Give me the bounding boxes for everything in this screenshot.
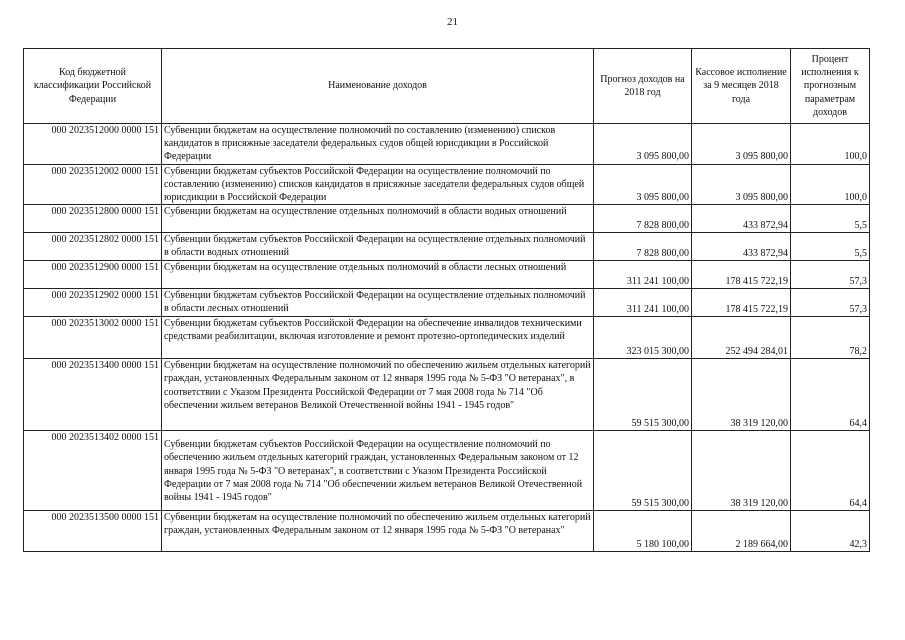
table-row xyxy=(24,359,870,431)
row-cash: 2 189 664,00 xyxy=(692,511,791,552)
table-row xyxy=(24,431,870,511)
row-name: Субвенции бюджетам субъектов Российской Федерации на осуществление отдельных полномочий в области лесных отношений xyxy=(162,289,594,317)
table-row xyxy=(24,124,870,165)
table-row xyxy=(24,317,870,359)
row-code: 000 2023512802 0000 151 xyxy=(24,233,162,261)
row-code: 000 2023512000 0000 151 xyxy=(24,124,162,165)
row-percent: 64,4 xyxy=(791,431,870,511)
row-forecast: 7 828 800,00 xyxy=(594,205,692,233)
row-cash: 178 415 722,19 xyxy=(692,261,791,289)
row-cash: 433 872,94 xyxy=(692,205,791,233)
header-percent: Процент исполнения к прогнозным параметрам доходов xyxy=(791,49,870,124)
table-header-row xyxy=(24,49,870,124)
row-percent: 100,0 xyxy=(791,164,870,205)
row-cash: 3 095 800,00 xyxy=(692,164,791,205)
row-cash: 38 319 120,00 xyxy=(692,431,791,511)
row-cash: 178 415 722,19 xyxy=(692,289,791,317)
row-code: 000 2023512002 0000 151 xyxy=(24,164,162,205)
row-forecast: 3 095 800,00 xyxy=(594,164,692,205)
row-name: Субвенции бюджетам на осуществление полномочий по обеспечению жильем отдельных категорий граждан, установленных Федеральным законом от 12 января 1995 года № 5-ФЗ "О ветеранах", в соответствии с Указом Президента Российской Федерации от 7 мая 2008 года № 714 "Об обеспечении жильем ветеранов Великой Отечественной войны 1941 - 1945 годов" xyxy=(162,359,594,431)
row-cash: 252 494 284,01 xyxy=(692,317,791,359)
row-percent: 5,5 xyxy=(791,205,870,233)
row-percent: 57,3 xyxy=(791,289,870,317)
row-percent: 100,0 xyxy=(791,124,870,165)
row-code: 000 2023513402 0000 151 xyxy=(24,431,162,511)
header-forecast: Прогноз доходов на 2018 год xyxy=(594,49,692,124)
row-forecast: 7 828 800,00 xyxy=(594,233,692,261)
row-name: Субвенции бюджетам субъектов Российской Федерации на осуществление полномочий по обеспечению жильем отдельных категорий граждан, установленных Федеральным законом от 12 января 1995 года № 5-ФЗ "О ветеранах", в соответствии с Указом Президента Российской Федерации от 7 мая 2008 года № 714 "Об обеспечении жильем ветеранов Великой Отечественной войны 1941 - 1945 годов" xyxy=(162,431,594,511)
row-forecast: 59 515 300,00 xyxy=(594,431,692,511)
row-cash: 433 872,94 xyxy=(692,233,791,261)
row-percent: 64,4 xyxy=(791,359,870,431)
table-row xyxy=(24,511,870,552)
row-forecast: 323 015 300,00 xyxy=(594,317,692,359)
row-percent: 78,2 xyxy=(791,317,870,359)
row-name: Субвенции бюджетам субъектов Российской Федерации на осуществление полномочий по составлению (изменению) списков кандидатов в присяжные заседатели федеральных судов общей юрисдикции в Российской Федерации xyxy=(162,164,594,205)
row-forecast: 3 095 800,00 xyxy=(594,124,692,165)
row-name: Субвенции бюджетам на осуществление полномочий по обеспечению жильем отдельных категорий граждан, установленных Федеральным законом от 12 января 1995 года № 5-ФЗ "О ветеранах" xyxy=(162,511,594,552)
row-cash: 3 095 800,00 xyxy=(692,124,791,165)
row-name: Субвенции бюджетам на осуществление отдельных полномочий в области лесных отношений xyxy=(162,261,594,289)
table-row xyxy=(24,289,870,317)
table-row xyxy=(24,164,870,205)
row-code: 000 2023513002 0000 151 xyxy=(24,317,162,359)
row-forecast: 59 515 300,00 xyxy=(594,359,692,431)
table-row xyxy=(24,261,870,289)
revenue-table xyxy=(23,48,870,552)
row-name: Субвенции бюджетам на осуществление отдельных полномочий в области водных отношений xyxy=(162,205,594,233)
header-cash: Кассовое исполнение за 9 месяцев 2018 года xyxy=(692,49,791,124)
row-code: 000 2023513500 0000 151 xyxy=(24,511,162,552)
row-name: Субвенции бюджетам субъектов Российской Федерации на осуществление отдельных полномочий в области водных отношений xyxy=(162,233,594,261)
row-name: Субвенции бюджетам субъектов Российской Федерации на обеспечение инвалидов техническими средствами реабилитации, включая изготовление и ремонт протезно-ортопедических изделий xyxy=(162,317,594,359)
header-name: Наименование доходов xyxy=(162,49,594,124)
row-code: 000 2023512800 0000 151 xyxy=(24,205,162,233)
row-forecast: 311 241 100,00 xyxy=(594,289,692,317)
header-code: Код бюджетной классификации Российской Федерации xyxy=(24,49,162,124)
row-forecast: 5 180 100,00 xyxy=(594,511,692,552)
table-row xyxy=(24,205,870,233)
row-percent: 42,3 xyxy=(791,511,870,552)
row-percent: 5,5 xyxy=(791,233,870,261)
row-code: 000 2023512902 0000 151 xyxy=(24,289,162,317)
row-code: 000 2023513400 0000 151 xyxy=(24,359,162,431)
row-name: Субвенции бюджетам на осуществление полномочий по составлению (изменению) списков кандидатов в присяжные заседатели федеральных судов общей юрисдикции в Российской Федерации xyxy=(162,124,594,165)
row-percent: 57,3 xyxy=(791,261,870,289)
table-row xyxy=(24,233,870,261)
row-cash: 38 319 120,00 xyxy=(692,359,791,431)
row-code: 000 2023512900 0000 151 xyxy=(24,261,162,289)
row-forecast: 311 241 100,00 xyxy=(594,261,692,289)
page-number: 21 xyxy=(447,16,458,28)
